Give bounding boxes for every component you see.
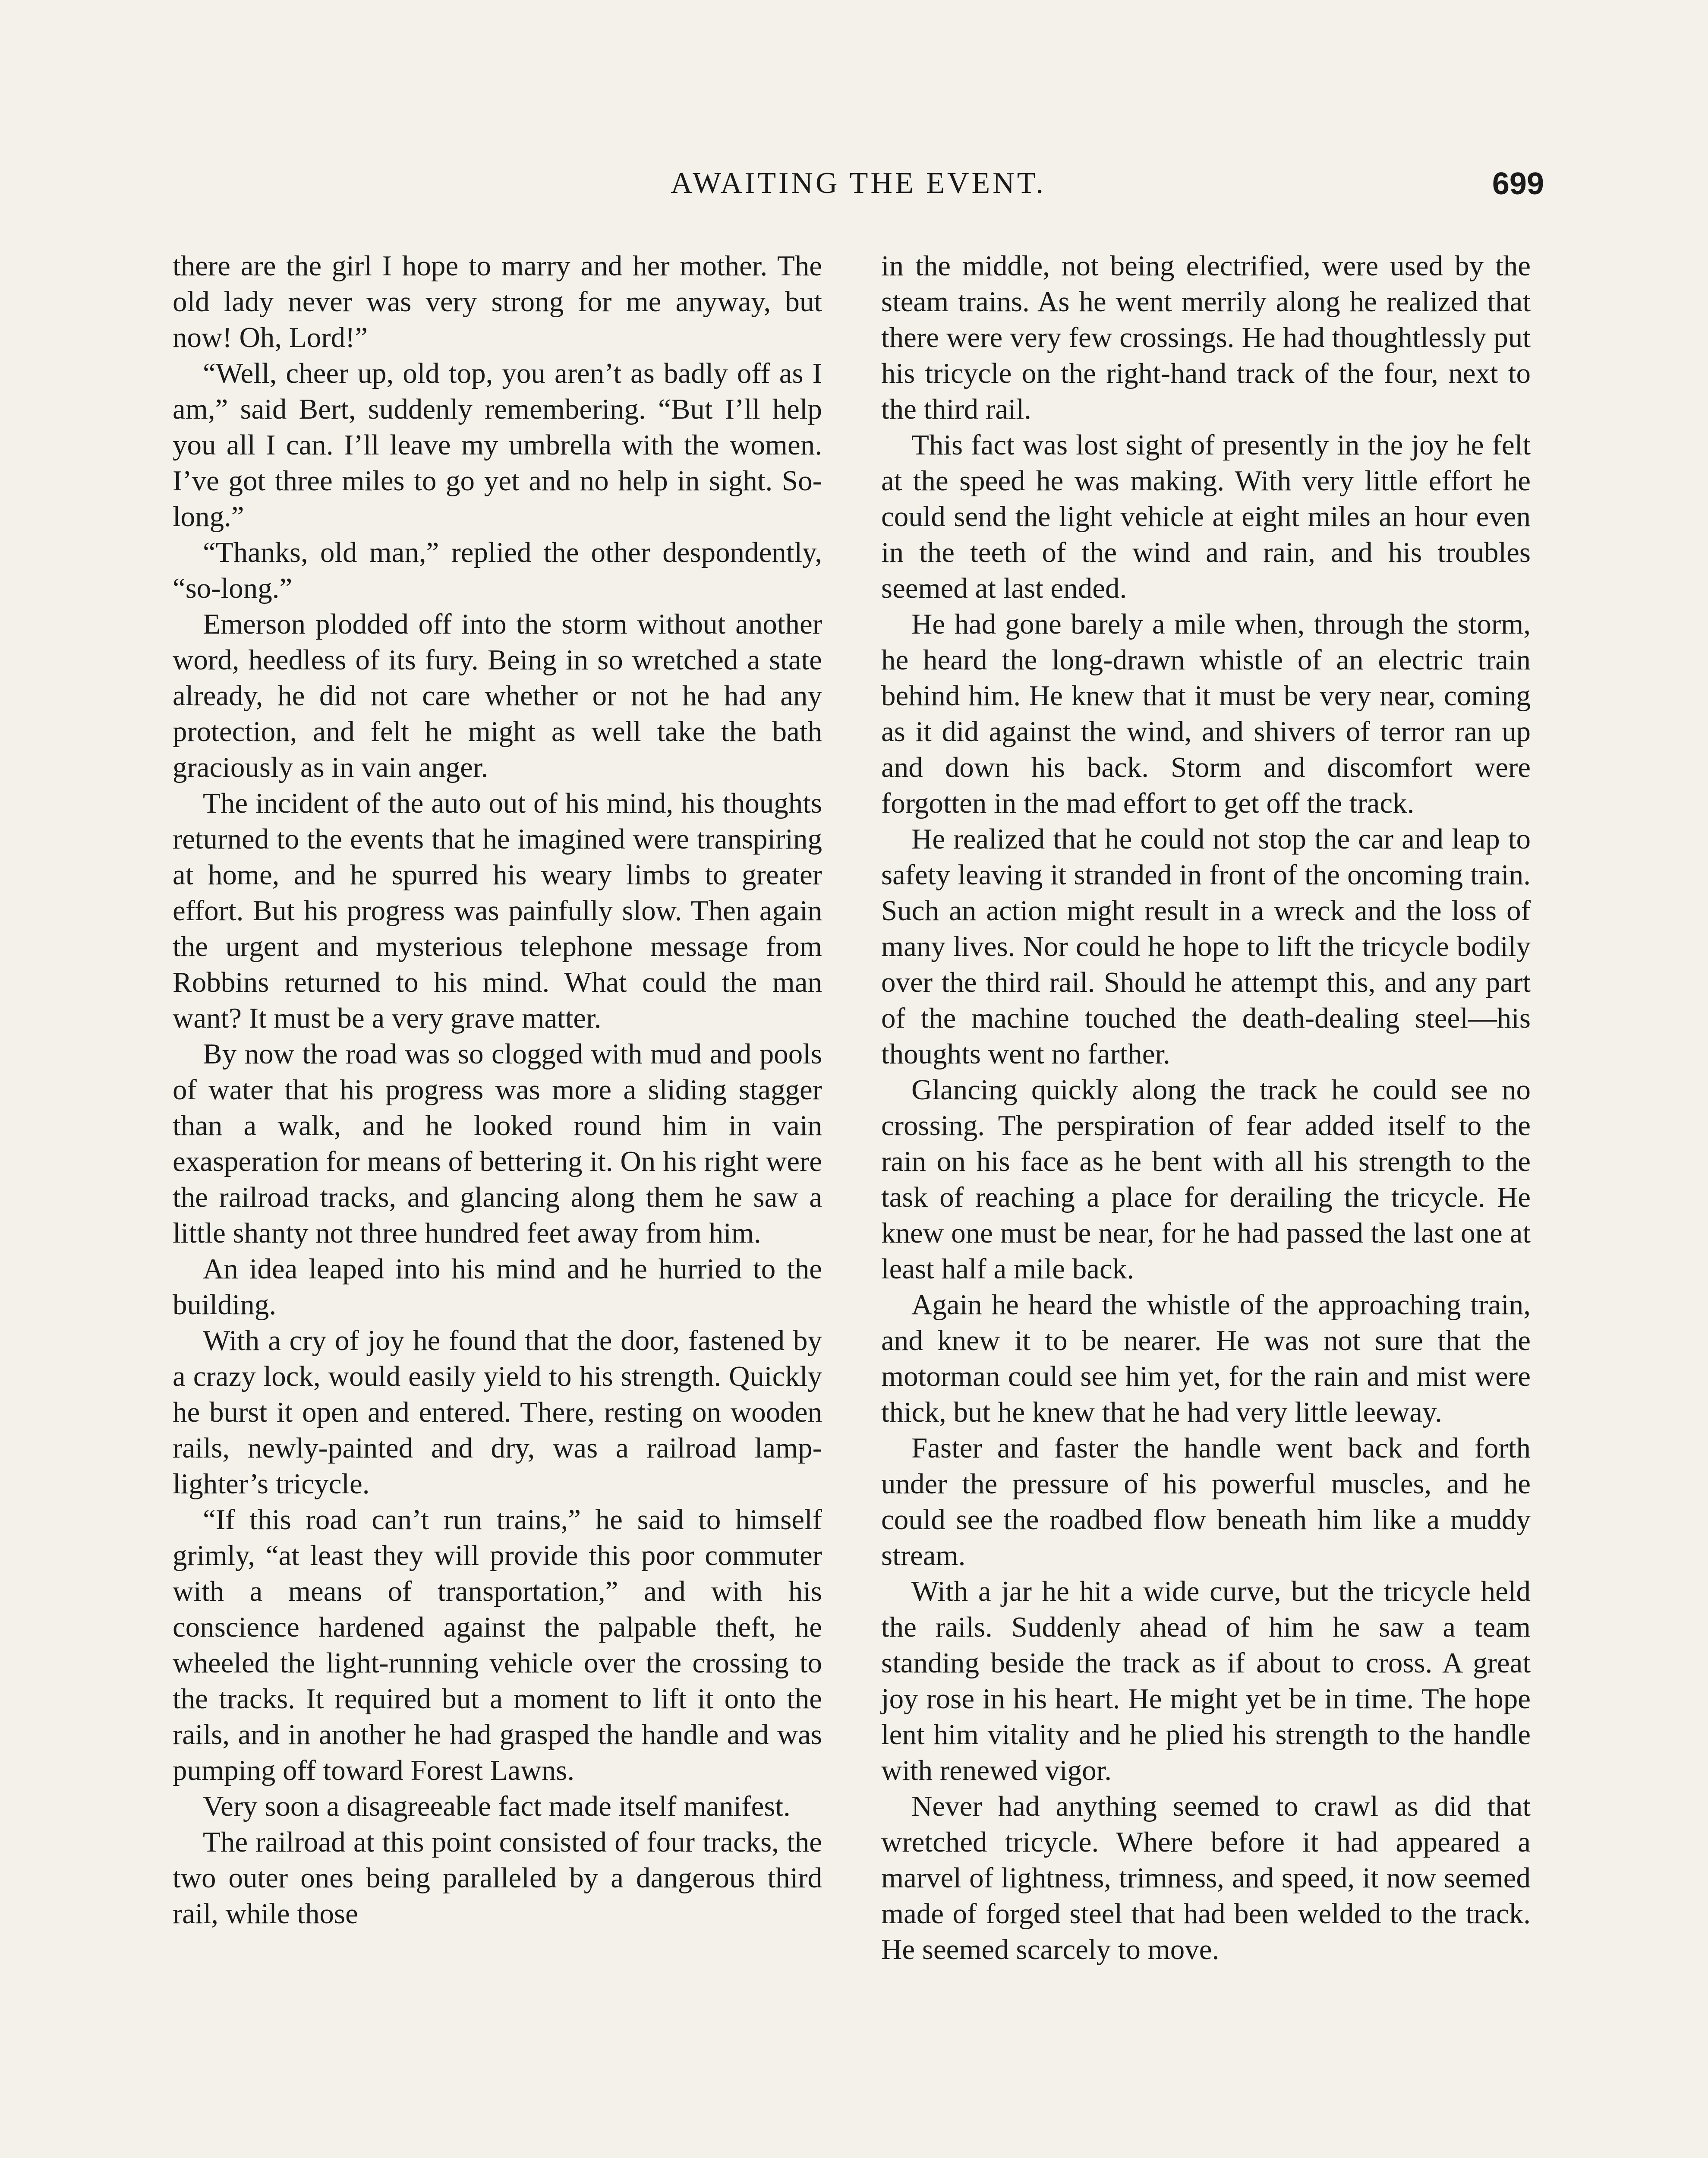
paragraph: Glancing quickly along the track he could see no crossing. The perspiration of fear added itself to the rain on his face as he bent with all his strength to the task of reaching a place for derailing the tricycle. He knew one must be near, for he had passed the last one at least half a mile back. [881, 1074, 1531, 1285]
paragraph: Never had anything seemed to crawl as did that wretched tricycle. Where before it had appeared a marvel of lightness, trimness, and speed, it now seemed made of forged steel that had been welded to the track. He seemed scarcely to move. [881, 1790, 1531, 1966]
page-number: 699 [1492, 167, 1544, 201]
paragraph: He realized that he could not stop the car and leap to safety leaving it stranded in front of the oncoming train. Such an action might result in a wreck and the loss of many lives. Nor could he hope to lift the tricycle bodily over the third rail. Should he attempt this, and any part of the machine touched the death-dealing steel—his thoughts went no farther. [881, 823, 1531, 1070]
paragraph: Faster and faster the handle went back and forth under the pressure of his powerful muscles, and he could see the roadbed flow beneath him like a muddy stream. [881, 1432, 1531, 1571]
paragraph: With a jar he hit a wide curve, but the tricycle held the rails. Suddenly ahead of him he saw a team standing beside the track as if about to cross. A great joy rose in his heart. He might yet be in time. The hope lent him vitality and he plied his strength to the handle with renewed vigor. [881, 1575, 1531, 1786]
paragraph: The railroad at this point consisted of four tracks, the two outer ones being paralleled by a dangerous third rail, while those [173, 1826, 822, 1930]
paragraph: Very soon a disagreeable fact made itself manifest. [203, 1790, 791, 1822]
paragraph: By now the road was so clogged with mud and pools of water that his progress was more a sliding stagger than a walk, and he looked round him in vain exasperation for means of bettering it. On his right were the railroad tracks, and glancing along them he saw a little shanty not three hundred feet away from him. [173, 1038, 822, 1249]
paragraph: “Well, cheer up, old top, you aren’t as badly off as I am,” said Bert, suddenly remembering. “But I’ll help you all I can. I’ll leave my umbrella with the women. I’ve got three miles to go yet and no help in sight. So-long.” [173, 357, 822, 533]
paragraph: “Thanks, old man,” replied the other despondently, “so-long.” [173, 536, 822, 604]
paragraph: Emerson plodded off into the storm without another word, heedless of its fury. Being in so wretched a state already, he did not care whether or not he had any protection, and felt he might as well take the bath graciously as in vain anger. [173, 608, 822, 783]
page-header [173, 166, 1544, 209]
paragraph: there are the girl I hope to marry and her mother. The old lady never was very strong for me anyway, but now! Oh, Lord!” [173, 250, 822, 353]
paragraph: An idea leaped into his mind and he hurried to the building. [173, 1253, 822, 1321]
right-column [881, 248, 1531, 1968]
paragraph: With a cry of joy he found that the door, fastened by a crazy lock, would easily yield to his strength. Quickly he burst it open and entered. There, resting on wooden rails, newly-painted and dry, was a railroad lamp-lighter’s tricycle. [173, 1325, 822, 1500]
paragraph: “If this road can’t run trains,” he said to himself grimly, “at least they will provide this poor commuter with a means of transportation,” and with his conscience hardened against the palpable theft, he wheeled the light-running vehicle over the crossing to the tracks. It required but a moment to lift it onto the rails, and in another he had grasped the handle and was pumping off toward Forest Lawns. [173, 1504, 822, 1786]
paragraph: Again he heard the whistle of the approaching train, and knew it to be nearer. He was not sure that the motorman could see him yet, for the rain and mist were thick, but he knew that he had very little leeway. [881, 1289, 1531, 1428]
left-column [173, 248, 822, 1932]
running-title: AWAITING THE EVENT. [671, 167, 1046, 200]
paragraph: This fact was lost sight of presently in the joy he felt at the speed he was making. With very little effort he could send the light vehicle at eight miles an hour even in the teeth of the wind and rain, and his troubles seemed at last ended. [881, 429, 1531, 604]
paragraph: He had gone barely a mile when, through the storm, he heard the long-drawn whistle of an electric train behind him. He knew that it must be very near, coming as it did against the wind, and shivers of terror ran up and down his back. Storm and discomfort were forgotten in the mad effort to get off the track. [881, 608, 1531, 819]
paragraph: The incident of the auto out of his mind, his thoughts returned to the events that he imagined were transpiring at home, and he spurred his weary limbs to greater effort. But his progress was painfully slow. Then again the urgent and mysterious telephone message from Robbins returned to his mind. What could the man want? It must be a very grave matter. [173, 787, 822, 1034]
paragraph: in the middle, not being electrified, were used by the steam trains. As he went merrily along he realized that there were very few crossings. He had thoughtlessly put his tricycle on the right-hand track of the four, next to the third rail. [881, 250, 1531, 425]
